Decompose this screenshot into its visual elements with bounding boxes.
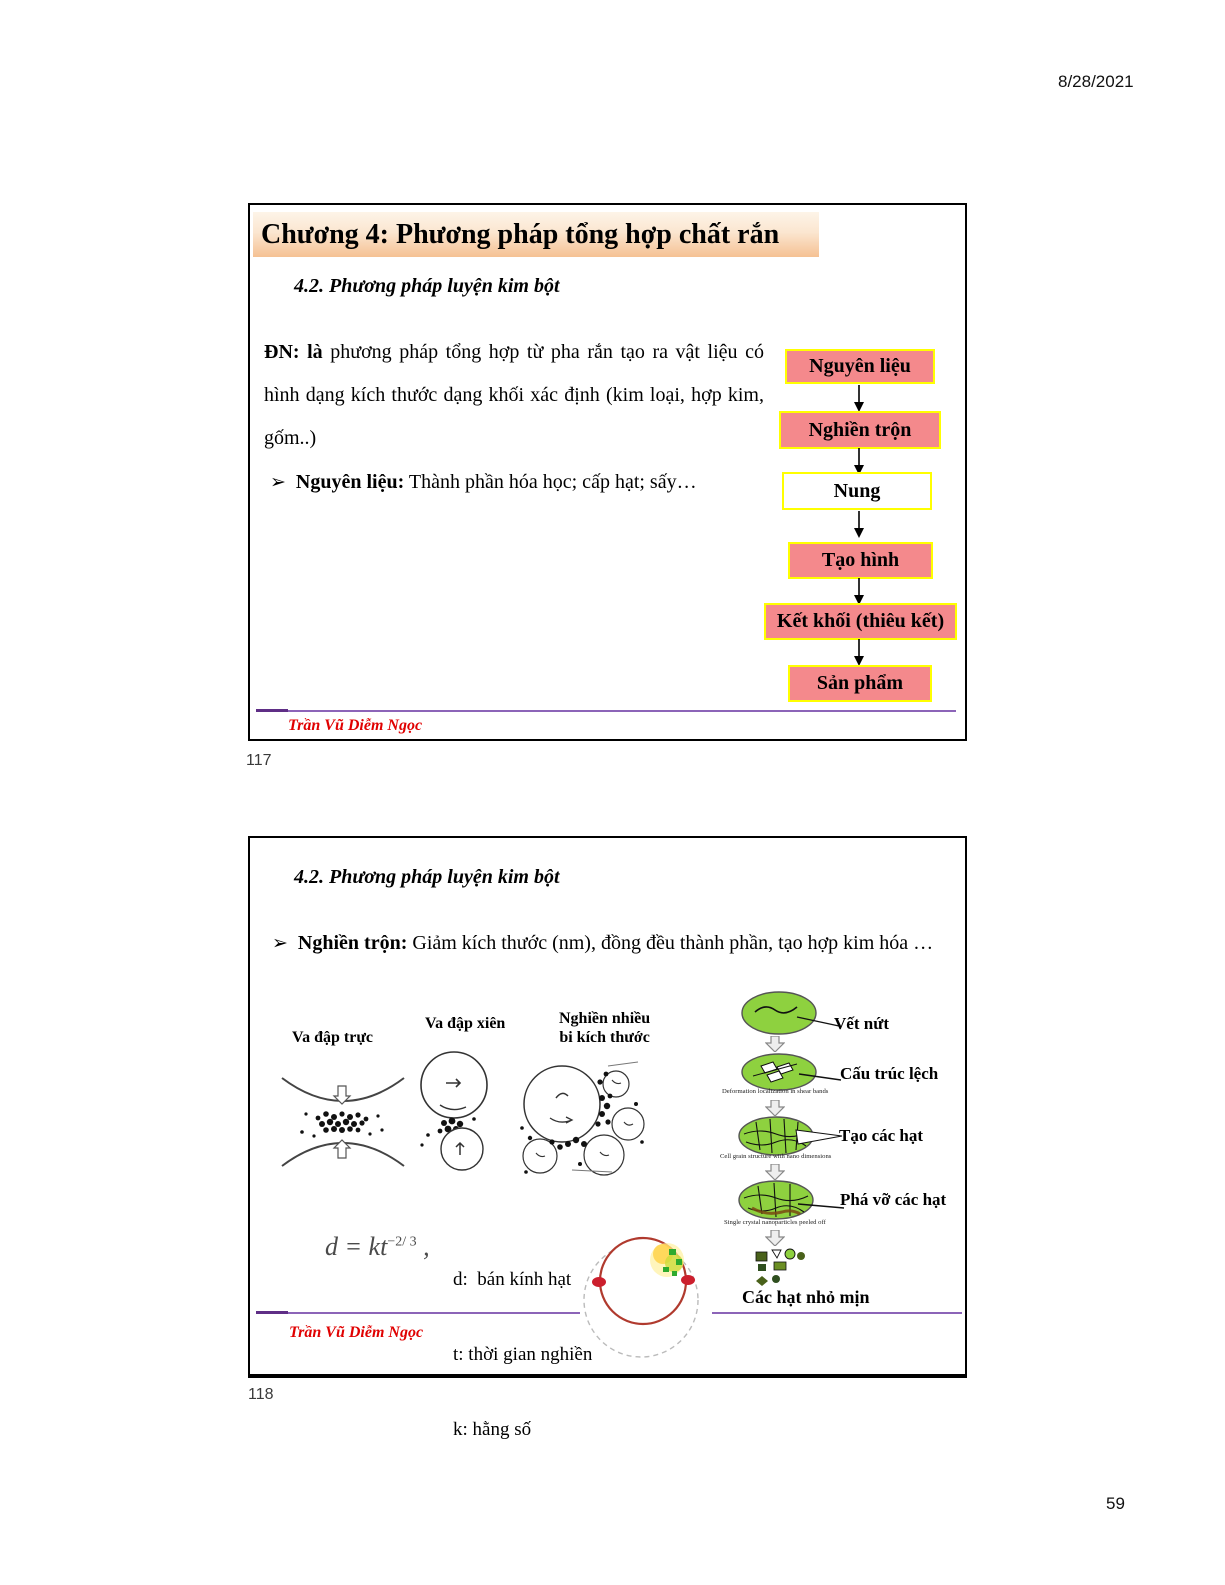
footer-divider xyxy=(256,1312,580,1314)
flowchart-step-nguyen-lieu: Nguyên liệu xyxy=(785,349,935,384)
author-credit: Trần Vũ Diễm Ngọc xyxy=(289,1324,424,1341)
arrow-down-icon xyxy=(852,511,866,538)
slide-117 xyxy=(248,203,967,741)
flowchart-step-nghien-tron: Nghiền trộn xyxy=(779,411,941,449)
author-credit: Trần Vũ Diễm Ngọc xyxy=(288,717,423,734)
formula-exponent: −2/ 3 xyxy=(387,1234,417,1250)
grain-label: Tạo các hạt xyxy=(839,1126,924,1145)
break-caption: Single crystal nanoparticles peeled off xyxy=(724,1218,826,1226)
arrow-bullet-icon: ➢ xyxy=(270,472,286,493)
fine-particles-diagram xyxy=(752,1248,810,1288)
flowchart-step-ket-khoi: Kết khối (thiêu kết) xyxy=(764,603,957,640)
block-arrow-down-icon xyxy=(765,1036,785,1052)
footer-divider xyxy=(712,1312,962,1314)
footer-divider-cap xyxy=(256,709,288,712)
sheet-page-number: 59 xyxy=(1106,1494,1125,1513)
multi-ball-milling-diagram xyxy=(512,1052,652,1178)
formula-legend xyxy=(453,1217,592,1492)
bullet-item-raw-material xyxy=(270,471,697,494)
flowchart-step-tao-hinh: Tạo hình xyxy=(788,542,933,579)
shear-band-label: Cấu trúc lệch xyxy=(840,1064,939,1083)
fine-particles-label: Các hạt nhỏ mịn xyxy=(742,1287,870,1307)
bullet-text: Giảm kích thước (nm), đồng đều thành phần, tạo hợp kim hóa … xyxy=(407,932,934,954)
footer-divider xyxy=(256,710,956,712)
crack-stage-ellipse xyxy=(739,990,841,1038)
direct-impact-diagram xyxy=(278,1072,408,1172)
block-arrow-down-icon xyxy=(765,1230,785,1246)
oblique-impact-diagram xyxy=(410,1047,500,1177)
bullet-lead: Nghiền trộn: xyxy=(297,932,408,954)
break-label: Phá vỡ các hạt xyxy=(840,1190,947,1209)
arrow-down-icon xyxy=(852,385,866,412)
milling-formula: $d = kt^{-2/ 3}$ , xyxy=(325,1232,430,1261)
ball-mill-ring-diagram xyxy=(577,1227,711,1361)
flowchart-step-nung: Nung xyxy=(782,472,932,510)
legend-k: k: hằng số xyxy=(453,1419,532,1440)
definition-lead: ĐN: là xyxy=(264,341,323,363)
footer-divider-cap xyxy=(256,1311,288,1314)
oblique-impact-label: Va đập xiên xyxy=(425,1015,506,1032)
arrow-bullet-icon: ➢ xyxy=(272,933,288,954)
flowchart-step-san-pham: Sản phẩm xyxy=(788,665,932,702)
date-stamp: 8/28/2021 xyxy=(1058,72,1134,91)
section-heading: 4.2. Phương pháp luyện kim bột xyxy=(294,866,560,888)
definition-paragraph xyxy=(264,331,764,460)
grain-caption: Cell grain structure with nano dimensions xyxy=(720,1152,832,1160)
bullet-text: Thành phần hóa học; cấp hạt; sấy… xyxy=(404,471,697,493)
chapter-title: Chương 4: Phương pháp tổng hợp chất rắn xyxy=(253,212,819,257)
shear-band-caption: Deformation localization in shear bands xyxy=(722,1087,829,1095)
break-stage-ellipse xyxy=(736,1178,846,1222)
legend-d: d: bán kính hạt xyxy=(453,1269,572,1290)
arrow-down-icon xyxy=(852,448,866,475)
legend-t: t: thời gian nghiền xyxy=(453,1344,593,1365)
bullet-lead: Nguyên liệu: xyxy=(295,471,405,493)
multi-ball-milling-label: Nghiền nhiều bi kích thước xyxy=(559,1010,651,1046)
section-heading: 4.2. Phương pháp luyện kim bột xyxy=(294,275,560,297)
direct-impact-label: Va đập trực xyxy=(292,1029,374,1046)
slide-number-118: 118 xyxy=(248,1386,274,1403)
arrow-down-icon xyxy=(852,639,866,666)
crack-label: Vết nứt xyxy=(834,1014,890,1033)
bullet-item-milling xyxy=(272,932,933,955)
slide-number-117: 117 xyxy=(246,752,272,769)
definition-text: phương pháp tổng hợp từ pha rắn tạo ra vật liệu có hình dạng kích thước dạng khối xác định (kim loại, hợp kim, gốm..) xyxy=(264,341,764,449)
arrow-down-icon xyxy=(852,578,866,605)
